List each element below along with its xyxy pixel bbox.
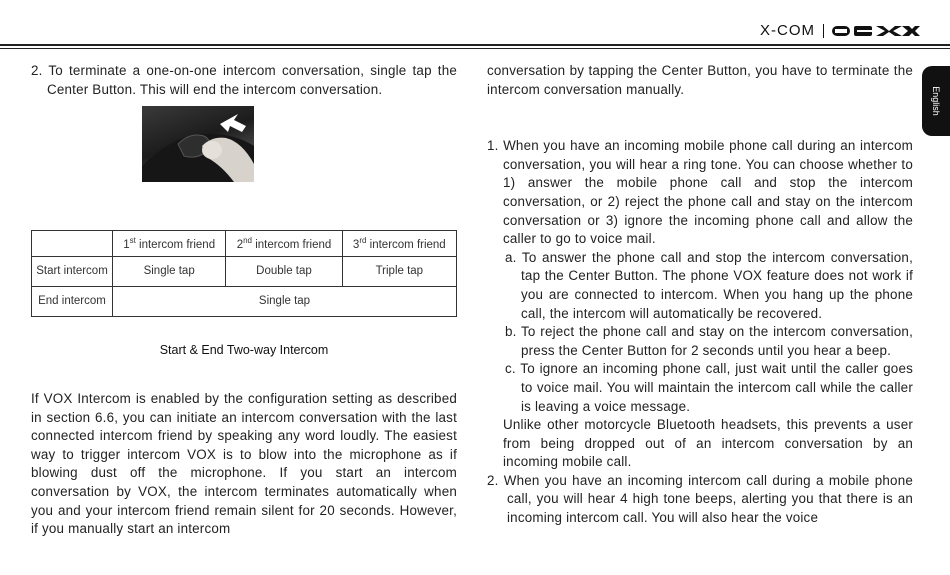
table-row bbox=[32, 287, 457, 317]
page-header-brand bbox=[760, 22, 920, 39]
table-corner-cell bbox=[32, 231, 113, 257]
step-2-incoming-intercom: 2. When you have an incoming intercom call during a mobile phone call, you will hear 4 high tone beeps, alerting you that there is an incoming intercom call. You will also hear the voice bbox=[487, 472, 913, 526]
intercom-table bbox=[31, 230, 457, 317]
step-2-terminate: 2. To terminate a one-on-one intercom conversation, single tap the Center Button. This will end the intercom conversation. bbox=[31, 63, 457, 97]
table-row bbox=[32, 257, 457, 287]
language-tab bbox=[922, 66, 950, 136]
unlike-paragraph: Unlike other motorcycle Bluetooth headsets, this prevents a user from being dropped out of an intercom conversation by an incoming mobile call. bbox=[503, 417, 913, 470]
table-caption: Start & End Two-way Intercom bbox=[159, 343, 329, 357]
table-header-row bbox=[32, 231, 457, 257]
header-separator bbox=[823, 24, 824, 38]
left-column-top bbox=[31, 62, 457, 99]
vox-paragraph: If VOX Intercom is enabled by the configuration setting as described in section 6.6, you can initiate an intercom conversation with the last connected intercom friend by speaking any word loudly. The easiest way to trigger intercom VOX is to blow into the microphone as if blowing dust off the microphone. If you start an intercom conversation by VOX, the intercom terminates automatically when you and your intercom friend remain silent for 20 seconds. However, if you manually start an intercom bbox=[31, 391, 457, 537]
table-cell: Triple tap bbox=[342, 257, 456, 287]
table-header-cell: 2nd intercom friend bbox=[226, 231, 342, 257]
finger-pressing-button-image bbox=[142, 106, 254, 182]
left-column-bottom bbox=[31, 390, 457, 539]
table-cell: Single tap bbox=[113, 287, 457, 317]
step-1-incoming-call: 1. When you have an incoming mobile phone call during an intercom conversation, you will hear a ring tone. You can choose whether to 1) answer the mobile phone call and stop the intercom conversation, or 2) reject the phone call and stay on the intercom conversation or 3) ignore the incoming phone call and allow the caller to go to voice mail. bbox=[487, 138, 913, 247]
spacer bbox=[487, 99, 913, 137]
header-rule bbox=[0, 44, 950, 46]
step-1a-answer: a. To answer the phone call and stop the intercom conversation, tap the Center Button. The phone VOX feature does not work if you are connected to intercom. When you hang up the phone call, the intercom will automatically be recovered. bbox=[505, 249, 913, 321]
product-name: X-COM bbox=[760, 22, 815, 39]
center-button-photo bbox=[142, 106, 254, 182]
table-cell: Single tap bbox=[113, 257, 226, 287]
continuation-paragraph: conversation by tapping the Center Button, you have to terminate the intercom conversation manually. bbox=[487, 63, 913, 97]
table-header-cell: 3rd intercom friend bbox=[342, 231, 456, 257]
table-header-cell: 1st intercom friend bbox=[113, 231, 226, 257]
table-cell: Double tap bbox=[226, 257, 342, 287]
header-rule-thin bbox=[0, 48, 950, 49]
right-column bbox=[487, 62, 913, 528]
table-row-label: Start intercom bbox=[32, 257, 113, 287]
language-tab-label: English bbox=[931, 86, 941, 116]
step-1c-ignore: c. To ignore an incoming phone call, just wait until the caller goes to voice mail. You will maintain the intercom call while the caller is leaving a voice message. bbox=[505, 361, 913, 414]
nexx-logo bbox=[832, 24, 920, 38]
table-row-label: End intercom bbox=[32, 287, 113, 317]
step-1b-reject: b. To reject the phone call and stay on the intercom conversation, press the Center Button for 2 seconds until you hear a beep. bbox=[505, 324, 913, 358]
